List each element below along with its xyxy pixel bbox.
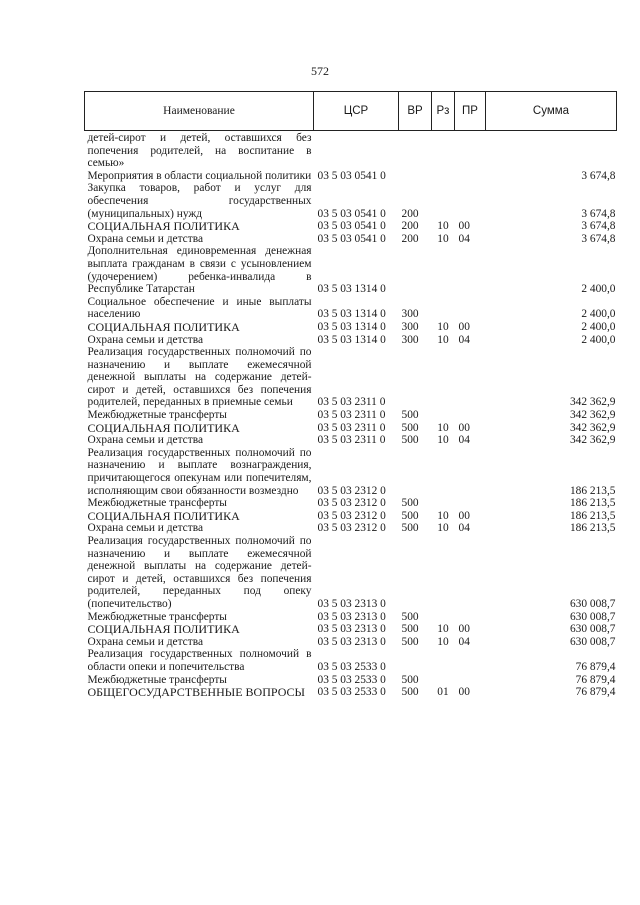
cell-rz: 10	[437, 509, 449, 522]
cell-rz: 10	[437, 320, 449, 333]
cell-vr	[399, 131, 432, 170]
cell-rz: 10	[437, 623, 449, 636]
cell-name: СОЦИАЛЬНАЯ ПОЛИТИКА	[87, 420, 240, 435]
cell-csr: 03 5 03 2311 0	[317, 421, 386, 434]
cell-rz	[432, 674, 455, 687]
cell-name: ОБЩЕГОСУДАРСТВЕННЫЕ ВОПРОСЫ	[87, 685, 305, 700]
cell-pr: 00	[458, 509, 470, 522]
cell-sum: 2 400,0	[581, 308, 616, 321]
table-row	[85, 233, 617, 246]
cell-csr: 03 5 03 2312 0	[317, 497, 386, 510]
table-row	[85, 447, 617, 497]
cell-sum: 186 213,5	[569, 484, 616, 497]
cell-vr: 300	[401, 308, 419, 321]
cell-vr: 500	[401, 635, 419, 648]
table-row	[85, 170, 617, 183]
cell-csr: 03 5 03 2533 0	[317, 686, 386, 699]
cell-rz	[432, 535, 455, 611]
column-header-vr: ВР	[399, 92, 432, 131]
cell-pr: 00	[458, 220, 470, 233]
cell-name: Межбюджетные трансферты	[87, 409, 227, 422]
cell-pr	[455, 131, 486, 170]
cell-csr: 03 5 03 2313 0	[317, 610, 386, 623]
cell-name: Охрана семьи и детства	[87, 635, 203, 648]
table-row	[85, 346, 617, 409]
table-row	[85, 182, 617, 220]
cell-vr	[399, 346, 432, 409]
cell-rz	[432, 409, 455, 422]
column-header-sum: Сумма	[486, 92, 617, 131]
table-row	[85, 686, 617, 699]
cell-rz	[432, 296, 455, 321]
table-row	[85, 497, 617, 510]
cell-csr: 03 5 03 2533 0	[317, 660, 386, 673]
table-row	[85, 131, 617, 170]
cell-sum: 76 879,4	[575, 660, 616, 673]
cell-pr	[455, 535, 486, 611]
cell-csr: 03 5 03 1314 0	[317, 320, 386, 333]
column-header-name: Наименование	[85, 92, 314, 131]
cell-name: СОЦИАЛЬНАЯ ПОЛИТИКА	[87, 622, 240, 637]
cell-name: Охрана семьи и детства	[87, 333, 203, 346]
cell-pr	[455, 346, 486, 409]
cell-csr: 03 5 03 2312 0	[317, 509, 386, 522]
cell-csr: 03 5 03 2533 0	[317, 673, 386, 686]
cell-name: Межбюджетные трансферты	[87, 610, 227, 623]
cell-sum: 342 362,9	[569, 421, 616, 434]
cell-vr	[399, 245, 432, 295]
cell-name: Реализация государственных полномочий по назначению и выплате вознаграждения, причитающегося опекунам или попечителям, исполняющим свои обязанности возмездно	[87, 446, 312, 497]
cell-rz: 10	[437, 421, 449, 434]
cell-vr: 300	[401, 333, 419, 346]
cell-pr: 00	[458, 623, 470, 636]
cell-vr: 500	[401, 509, 419, 522]
cell-name: детей-сирот и детей, оставшихся без попечения родителей, на воспитание в семью»	[87, 132, 312, 170]
cell-sum: 630 008,7	[569, 635, 616, 648]
cell-pr: 00	[458, 686, 470, 699]
cell-rz: 10	[437, 635, 449, 648]
cell-name: Реализация государственных полномочий по назначению и выплате ежемесячной денежной выплаты на содержание детей-сирот и детей, оставшихся без попечения родителей, переданных в приемные семьи	[87, 346, 312, 409]
cell-vr: 500	[401, 623, 419, 636]
cell-name: Охрана семьи и детства	[87, 434, 203, 447]
cell-vr: 500	[401, 497, 419, 510]
cell-csr: 03 5 03 2313 0	[317, 597, 386, 610]
cell-pr	[455, 182, 486, 220]
cell-name: СОЦИАЛЬНАЯ ПОЛИТИКА	[87, 219, 240, 234]
cell-pr: 00	[458, 421, 470, 434]
table-row	[85, 522, 617, 535]
cell-vr: 200	[401, 220, 419, 233]
cell-name: Мероприятия в области социальной политики	[87, 169, 312, 182]
cell-csr: 03 5 03 2311 0	[317, 434, 386, 447]
cell-pr: 04	[458, 232, 470, 245]
cell-sum: 342 362,9	[569, 409, 616, 422]
cell-csr: 03 5 03 1314 0	[317, 283, 386, 296]
cell-sum: 630 008,7	[569, 610, 616, 623]
cell-pr	[455, 674, 486, 687]
cell-pr: 04	[458, 333, 470, 346]
cell-rz	[432, 447, 455, 497]
cell-sum: 3 674,8	[581, 207, 616, 220]
cell-pr	[455, 497, 486, 510]
cell-vr: 500	[401, 522, 419, 535]
cell-name: Межбюджетные трансферты	[87, 673, 227, 686]
table-header	[85, 92, 617, 131]
table-row	[85, 334, 617, 347]
cell-vr: 200	[401, 207, 419, 220]
cell-csr: 03 5 03 0541 0	[317, 232, 386, 245]
budget-table	[84, 91, 617, 699]
cell-sum: 3 674,8	[581, 232, 616, 245]
cell-vr: 500	[401, 686, 419, 699]
header-row	[85, 92, 617, 131]
table-row	[85, 409, 617, 422]
cell-rz: 10	[437, 522, 449, 535]
cell-pr: 04	[458, 434, 470, 447]
cell-rz	[432, 170, 455, 183]
table-row	[85, 510, 617, 523]
cell-vr: 300	[401, 320, 419, 333]
cell-vr	[399, 447, 432, 497]
cell-pr: 04	[458, 635, 470, 648]
cell-vr: 500	[401, 409, 419, 422]
cell-pr	[455, 648, 486, 673]
cell-name: Социальное обеспечение и иные выплаты населению	[87, 295, 312, 321]
cell-name: Дополнительная единовременная денежная выплата гражданам в связи с усыновлением (удочерением) ребенка-инвалида в Республике Татарстан	[87, 245, 312, 296]
cell-sum	[486, 131, 617, 170]
cell-csr: 03 5 03 0541 0	[317, 207, 386, 220]
cell-vr	[399, 535, 432, 611]
cell-rz: 10	[437, 220, 449, 233]
cell-sum: 3 674,8	[581, 220, 616, 233]
cell-name: Межбюджетные трансферты	[87, 497, 227, 510]
cell-rz	[432, 245, 455, 295]
column-header-pr: ПР	[455, 92, 486, 131]
cell-sum: 76 879,4	[575, 686, 616, 699]
cell-pr: 00	[458, 320, 470, 333]
cell-name: Реализация государственных полномочий по назначению и выплате ежемесячной денежной выплаты на содержание детей-сирот и детей, оставшихся без попечения родителей, переданных под опеку (попечительство)	[87, 535, 312, 610]
table-row	[85, 245, 617, 295]
cell-sum: 342 362,9	[569, 396, 616, 409]
column-header-rz: Рз	[432, 92, 455, 131]
cell-sum: 186 213,5	[569, 509, 616, 522]
cell-sum: 3 674,8	[581, 169, 616, 182]
cell-rz	[432, 648, 455, 673]
table-row	[85, 636, 617, 649]
cell-pr	[455, 296, 486, 321]
cell-csr	[314, 131, 399, 170]
cell-sum: 2 400,0	[581, 283, 616, 296]
table-body	[85, 131, 617, 699]
cell-rz: 10	[437, 333, 449, 346]
cell-name: Закупка товаров, работ и услуг для обеспечения государственных (муниципальных) нужд	[87, 182, 312, 220]
column-header-csr: ЦСР	[314, 92, 399, 131]
cell-pr: 04	[458, 522, 470, 535]
cell-csr: 03 5 03 0541 0	[317, 220, 386, 233]
cell-name: СОЦИАЛЬНАЯ ПОЛИТИКА	[87, 508, 240, 523]
cell-sum: 2 400,0	[581, 333, 616, 346]
cell-vr: 500	[401, 673, 419, 686]
cell-sum: 342 362,9	[569, 434, 616, 447]
cell-vr: 200	[401, 232, 419, 245]
cell-rz: 10	[437, 434, 449, 447]
cell-sum: 76 879,4	[575, 673, 616, 686]
cell-csr: 03 5 03 2313 0	[317, 623, 386, 636]
table-row	[85, 220, 617, 233]
cell-pr	[455, 447, 486, 497]
cell-csr: 03 5 03 2313 0	[317, 635, 386, 648]
cell-csr: 03 5 03 2312 0	[317, 522, 386, 535]
cell-sum: 186 213,5	[569, 497, 616, 510]
table-row	[85, 296, 617, 321]
cell-name: СОЦИАЛЬНАЯ ПОЛИТИКА	[87, 319, 240, 334]
cell-sum: 630 008,7	[569, 597, 616, 610]
cell-name: Охрана семьи и детства	[87, 522, 203, 535]
table-row	[85, 535, 617, 611]
table-row	[85, 422, 617, 435]
cell-csr: 03 5 03 1314 0	[317, 308, 386, 321]
cell-rz	[432, 346, 455, 409]
cell-csr: 03 5 03 0541 0	[317, 169, 386, 182]
cell-rz: 10	[437, 232, 449, 245]
table-row	[85, 648, 617, 673]
cell-rz: 01	[437, 686, 449, 699]
cell-csr: 03 5 03 2311 0	[317, 409, 386, 422]
cell-name: Реализация государственных полномочий в области опеки и попечительства	[87, 648, 312, 673]
cell-rz	[432, 611, 455, 624]
table-row	[85, 434, 617, 447]
cell-rz	[432, 497, 455, 510]
table-row	[85, 321, 617, 334]
cell-rz	[432, 182, 455, 220]
cell-csr: 03 5 03 2311 0	[317, 396, 386, 409]
cell-pr	[455, 409, 486, 422]
cell-vr	[399, 648, 432, 673]
cell-csr: 03 5 03 2312 0	[317, 484, 386, 497]
cell-pr	[455, 170, 486, 183]
table-row	[85, 623, 617, 636]
cell-rz	[432, 131, 455, 170]
cell-name: Охрана семьи и детства	[87, 232, 203, 245]
cell-sum: 186 213,5	[569, 522, 616, 535]
cell-pr	[455, 245, 486, 295]
page-number: 572	[311, 64, 329, 78]
cell-pr	[455, 611, 486, 624]
cell-vr: 500	[401, 610, 419, 623]
cell-sum: 630 008,7	[569, 623, 616, 636]
cell-csr: 03 5 03 1314 0	[317, 333, 386, 346]
cell-vr: 500	[401, 434, 419, 447]
cell-vr	[399, 170, 432, 183]
cell-vr: 500	[401, 421, 419, 434]
cell-sum: 2 400,0	[581, 320, 616, 333]
